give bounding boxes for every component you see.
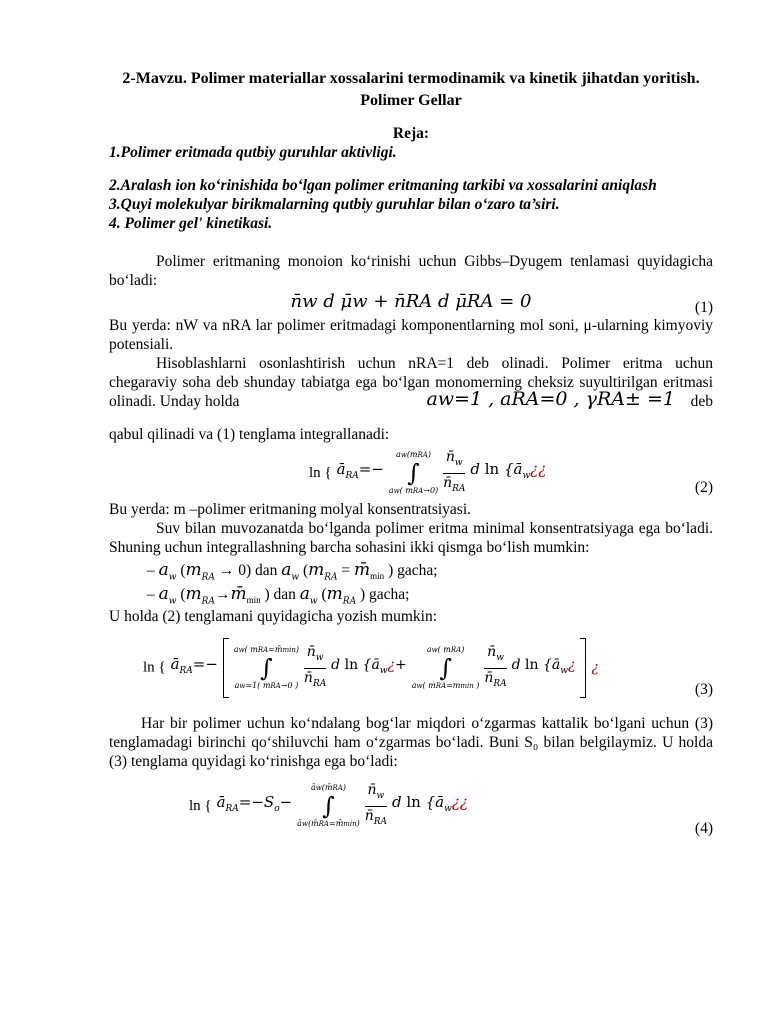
integral-icon: aw(mRA) ∫ aw( mRA→0) [388,450,439,496]
plan-item-4: 4. Polimer gel' kinetikasi. [109,215,273,232]
integral-icon: aw( mRA=m̄min) ∫ aw=1( mRA→0 ) [233,645,299,690]
range-line-2: – $a_w$ ($m_{RA}\to m̄_{min}$ ) dan $a_w$ ($m_{RA}$ ) gacha; [147,584,410,607]
paragraph-molality: Bu yerda: m –polimer eritmaning molyal konsentratsiyasi. [109,501,472,518]
equation-3 [109,630,713,714]
document-page [109,68,713,847]
document-title: 2-Mavzu. Polimer materiallar xossalarini termodinamik va kinetik jihatdan yoritish. Polimer Gellar [122,70,700,109]
equation-3-number: (3) [694,681,713,698]
equation-1-formula: n̄w d μ̄w + n̄RA d μ̄RA = 0 [290,291,532,312]
left-bracket [223,638,229,698]
plan-heading: Reja: [392,125,430,142]
equation-3-formula: ln { $ā_{RA}=-$ aw( mRA=m̄min) ∫ aw=1( mRA→0 ) $\frac{n̄_w}{n̄_{RA}}$ d $\ln \{ā_w¿+$ aw( mRA) ∫ aw( mRA=mmin ) $\frac{n̄_w}{n̄_{RA}}$ d $\ln \{ā_w¿$ ¿ [143,638,599,698]
equation-2-formula: ln { $ā_{RA}=-$ aw(mRA) ∫ aw( mRA→0) $\frac{n̄_w}{n̄_{RA}}$ d $\ln \{ā_w¿¿$ [309,449,547,496]
equation-4-number: (4) [694,820,713,837]
equation-2 [109,444,713,500]
range1-from: → 0) dan [218,562,278,579]
plan-list [109,143,713,233]
integral-icon: aw( mRA) ∫ aw( mRA=mmin ) [411,645,480,690]
equation-4-formula: ln { $ā_{RA}=-S_o-$ āw(m̄RA) ∫ āw(m̄RA=m̄min) $\frac{n̄_w}{n̄_{RA}}$ d $\ln \{ā_w¿¿$ [189,782,468,829]
paragraph-gibbs-duhem: Polimer eritmaning monoion ko‘rinishi uchun Gibbs–Dyugem tenlamasi quyidagicha bo‘ladi: [109,253,713,289]
plan-item-2: 2.Aralash ion ko‘rinishida bo‘lgan polimer eritmaning tarkibi va xossalarini aniqlash [109,177,657,194]
range-line-1: – $a_w$ $(m_{RA} \to 0)$ dan $a_w$ ($m_{RA}$ = $m̄_{min}$ ) gacha; [147,560,438,583]
paragraph-integrate: qabul qilinadi va (1) tenglama integrallanadi: [109,426,390,443]
equation-4 [109,775,713,847]
boundary-condition-formula: aw=1 , aRA=0 , γRA± =1 [426,388,675,410]
paragraph-rewrite: U holda (2) tenglamani quyidagicha yozish mumkin: [109,608,438,625]
plan-item-1: 1.Polimer eritmada qutbiy guruhlar aktivligi. [109,144,397,161]
right-bracket [580,638,586,698]
boundary-deb: deb [690,393,713,410]
equation-1-number: (1) [694,299,713,316]
paragraph-boundary [109,354,713,411]
paragraph-definitions: Bu yerda: nW va nRA lar polimer eritmadagi komponentlarning mol soni, μ-ularning kimyoviy potensiali. [109,317,713,353]
equation-1 [109,290,713,316]
range1-until: gacha; [397,562,438,579]
range2-until: gacha; [369,586,410,603]
paragraph-constant: Har bir polimer uchun ko‘ndalang bog‘lar miqdori o‘zgarmas kattalik bo‘lgani uchun (3) tenglamadagi birinchi qo‘shiluvchi ham o‘zgarmas bo‘ladi. Buni S₀ bilan belgilaymiz. U holda (3) tenglama quyidagi ko‘rinishga ega bo‘ladi: [109,715,713,770]
equation-2-number: (2) [694,479,713,496]
range2-from: dan [273,586,296,603]
range1-open: ( [180,562,186,579]
integral-icon: āw(m̄RA) ∫ āw(m̄RA=m̄min) [297,783,360,829]
paragraph-split: Suv bilan muvozanatda bo‘lganda polimer eritma minimal konsentratsiyaga ega bo‘ladi. Shuning uchun integrallashning barcha sohasini ikki qismga bo‘lish mumkin: [109,520,713,556]
paragraph-boundary-text: Hisoblashlarni osonlashtirish uchun nRA=1 deb olinadi. Polimer eritma uchun chegaraviy soha deb shunday tabiatga ega bo‘lgan monomerning cheksiz suyultirilgan eritmasi olinadi. Unday holda [109,355,713,410]
plan-item-3: 3.Quyi molekulyar birikmalarning qutbiy guruhlar bilan o‘zaro ta’siri. [109,196,560,213]
